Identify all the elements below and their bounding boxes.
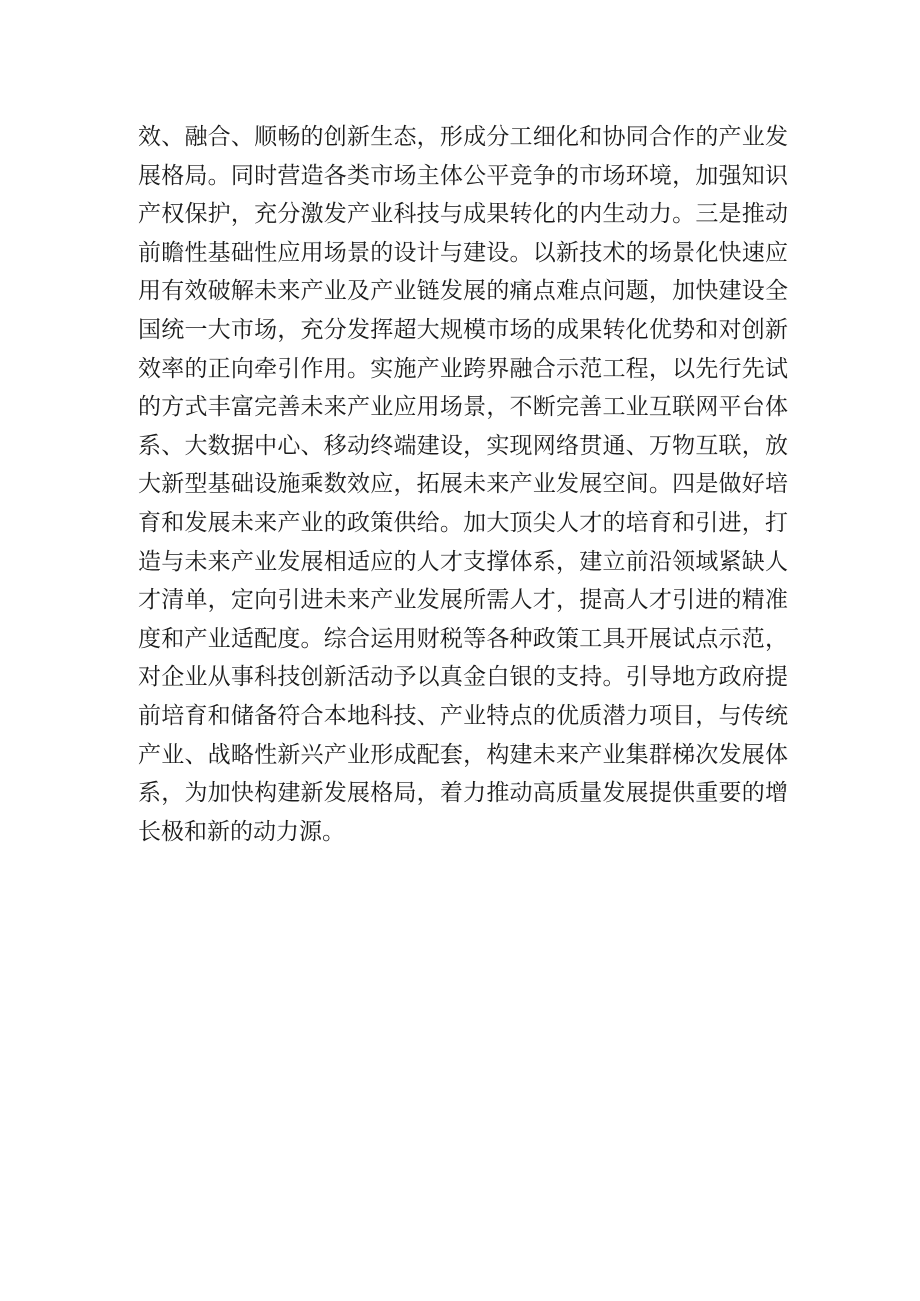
text-line: 前瞻性基础性应用场景的设计与建设。以新技术的场景化快速应 (138, 239, 788, 266)
text-line: 用有效破解未来产业及产业链发展的痛点难点问题，加快建设全 (138, 278, 788, 305)
text-line: 系，为加快构建新发展格局，着力推动高质量发展提供重要的增 (138, 780, 788, 807)
text-line: 育和发展未来产业的政策供给。加大顶尖人才的培育和引进，打 (138, 509, 788, 536)
text-line: 大新型基础设施乘数效应，拓展未来产业发展空间。四是做好培 (138, 471, 788, 498)
text-line: 产业、战略性新兴产业形成配套，构建未来产业集群梯次发展体 (138, 741, 788, 768)
text-line: 效率的正向牵引作用。实施产业跨界融合示范工程，以先行先试 (138, 355, 788, 382)
text-line: 产权保护，充分激发产业科技与成果转化的内生动力。三是推动 (138, 201, 788, 228)
text-line: 造与未来产业发展相适应的人才支撑体系，建立前沿领域紧缺人 (138, 548, 788, 575)
text-line: 的方式丰富完善未来产业应用场景，不断完善工业互联网平台体 (138, 394, 788, 421)
text-line: 才清单，定向引进未来产业发展所需人才，提高人才引进的精准 (138, 587, 788, 614)
text-line: 效、融合、顺畅的创新生态，形成分工细化和协同合作的产业发 (138, 124, 788, 150)
body-paragraph (138, 118, 788, 851)
text-line-last: 长极和新的动力源。 (138, 818, 345, 845)
text-line: 对企业从事科技创新活动予以真金白银的支持。引导地方政府提 (138, 664, 788, 691)
text-line: 前培育和储备符合本地科技、产业特点的优质潜力项目，与传统 (138, 702, 788, 729)
text-line: 展格局。同时营造各类市场主体公平竞争的市场环境，加强知识 (138, 162, 788, 189)
text-line: 度和产业适配度。综合运用财税等各种政策工具开展试点示范， (138, 625, 788, 652)
text-line: 国统一大市场，充分发挥超大规模市场的成果转化优势和对创新 (138, 316, 788, 343)
text-line: 系、大数据中心、移动终端建设，实现网络贯通、万物互联，放 (138, 432, 788, 459)
